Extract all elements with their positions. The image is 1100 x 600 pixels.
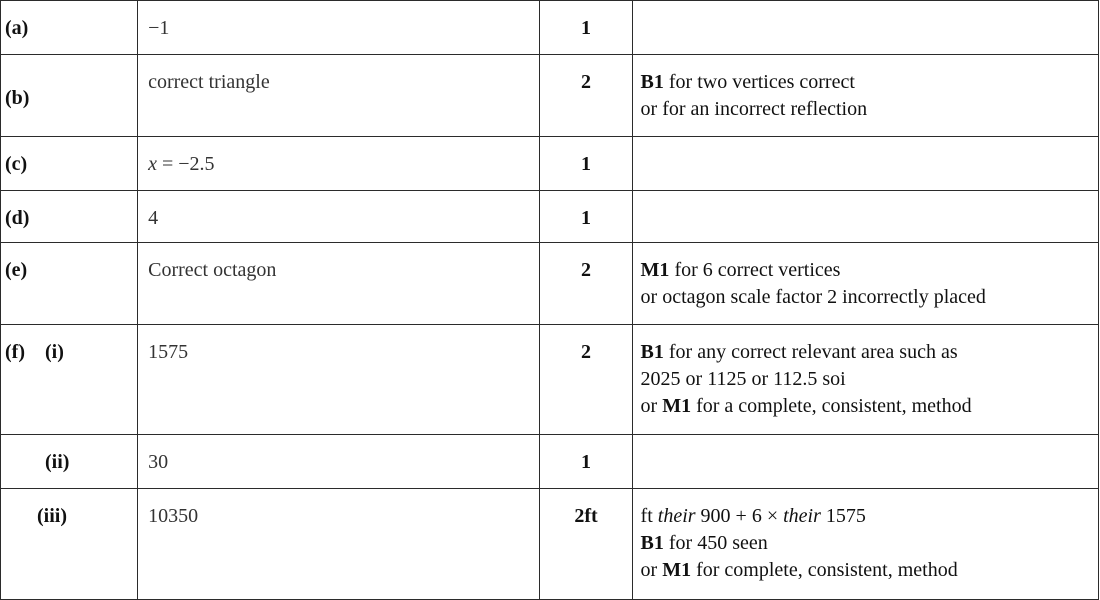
table-row-c [1,137,1099,191]
answer-cell [138,489,540,600]
note-line [641,339,1098,366]
answer-text: 30 [148,451,169,473]
note-text: ft [640,505,658,527]
note-text: for two vertices correct [668,71,855,93]
subpart-label: (ii) [45,451,70,473]
note-text: for any correct relevant area such as [663,341,958,363]
mark-value: 2 [581,71,591,93]
notes-cell [632,137,1098,191]
note-line: 2025 or 1125 or 112.5 soi [640,368,846,390]
table-row-e [1,243,1099,325]
notes-cell [632,191,1098,243]
notes-cell [632,55,1098,137]
note-text: or [640,559,663,581]
answer-cell [138,55,540,137]
answer-cell [138,137,540,191]
part-label: (c) [5,153,28,175]
note-text: 1575 [820,505,866,527]
mark-code: M1 [640,259,670,281]
answer-cell [138,191,540,243]
mark-cell [540,137,632,191]
part-label: (e) [5,259,28,281]
subpart-label: (i) [44,341,64,363]
part-label: (a) [5,17,29,39]
mark-code: B1 [640,341,664,363]
mark-cell [540,191,632,243]
answer-text: Correct octagon [148,259,277,281]
part-letter: (f) [5,341,25,363]
part-label-cell [1,137,138,191]
part-label-cell [1,489,138,600]
note-line: or octagon scale factor 2 incorrectly placed [640,286,986,308]
note-line [641,257,1098,284]
table-row-f-ii [1,435,1099,489]
notes-cell [632,489,1098,600]
note-line [641,69,1098,96]
part-label-cell [1,325,138,435]
answer-cell [138,325,540,435]
note-text: for 6 correct vertices [674,259,841,281]
table-row-d [1,191,1099,243]
mark-cell [540,243,632,325]
answer-text: 4 [148,207,159,229]
note-text: or [640,395,663,417]
note-text: for complete, consistent, method [691,559,958,581]
answer-text: 1575 [148,341,189,363]
mark-value: 1 [581,17,591,39]
notes-cell [632,243,1098,325]
notes-cell [632,1,1098,55]
mark-cell [540,1,632,55]
note-text: 900 + 6 × [695,505,784,527]
answer-text: −1 [148,17,170,39]
notes-cell [632,325,1098,435]
mark-value: 2 [581,259,591,281]
note-text: for 450 seen [663,532,768,554]
subpart-label: (iii) [37,505,67,527]
mark-code: M1 [662,559,692,581]
part-label-cell [1,435,138,489]
note-line [641,530,1098,557]
mark-cell [540,435,632,489]
part-label-cell [1,55,138,137]
mark-value: 1 [581,153,591,175]
mark-code: M1 [662,395,692,417]
answer-value: = −2.5 [157,153,215,175]
part-label: (d) [5,207,30,229]
answer-cell [138,1,540,55]
part-label-cell [1,191,138,243]
mark-code: B1 [640,532,664,554]
answer-cell [138,435,540,489]
answer-cell [138,243,540,325]
note-line: or for an incorrect reflection [640,98,868,120]
note-text-italic: their [657,505,696,527]
table-row-a [1,1,1099,55]
part-label-cell [1,1,138,55]
note-line [641,393,1098,420]
answer-text: 10350 [148,505,199,527]
mark-value: 1 [581,451,591,473]
answer-text [138,137,539,178]
mark-cell [540,489,632,600]
part-label [1,325,137,366]
notes-cell [632,435,1098,489]
mark-cell [540,55,632,137]
part-label-cell [1,243,138,325]
table-row-f-iii [1,489,1099,600]
note-line [641,503,1098,530]
answer-variable: x [148,153,157,175]
table-row-f-i [1,325,1099,435]
note-text: for a complete, consistent, method [691,395,972,417]
mark-cell [540,325,632,435]
part-label: (b) [5,87,30,109]
mark-code: B1 [640,71,664,93]
mark-value: 2ft [574,505,598,527]
answer-text: correct triangle [148,71,270,93]
note-text-italic: their [783,505,821,527]
table-row-b [1,55,1099,137]
note-line [641,557,1098,584]
mark-value: 1 [581,207,591,229]
mark-value: 2 [581,341,591,363]
